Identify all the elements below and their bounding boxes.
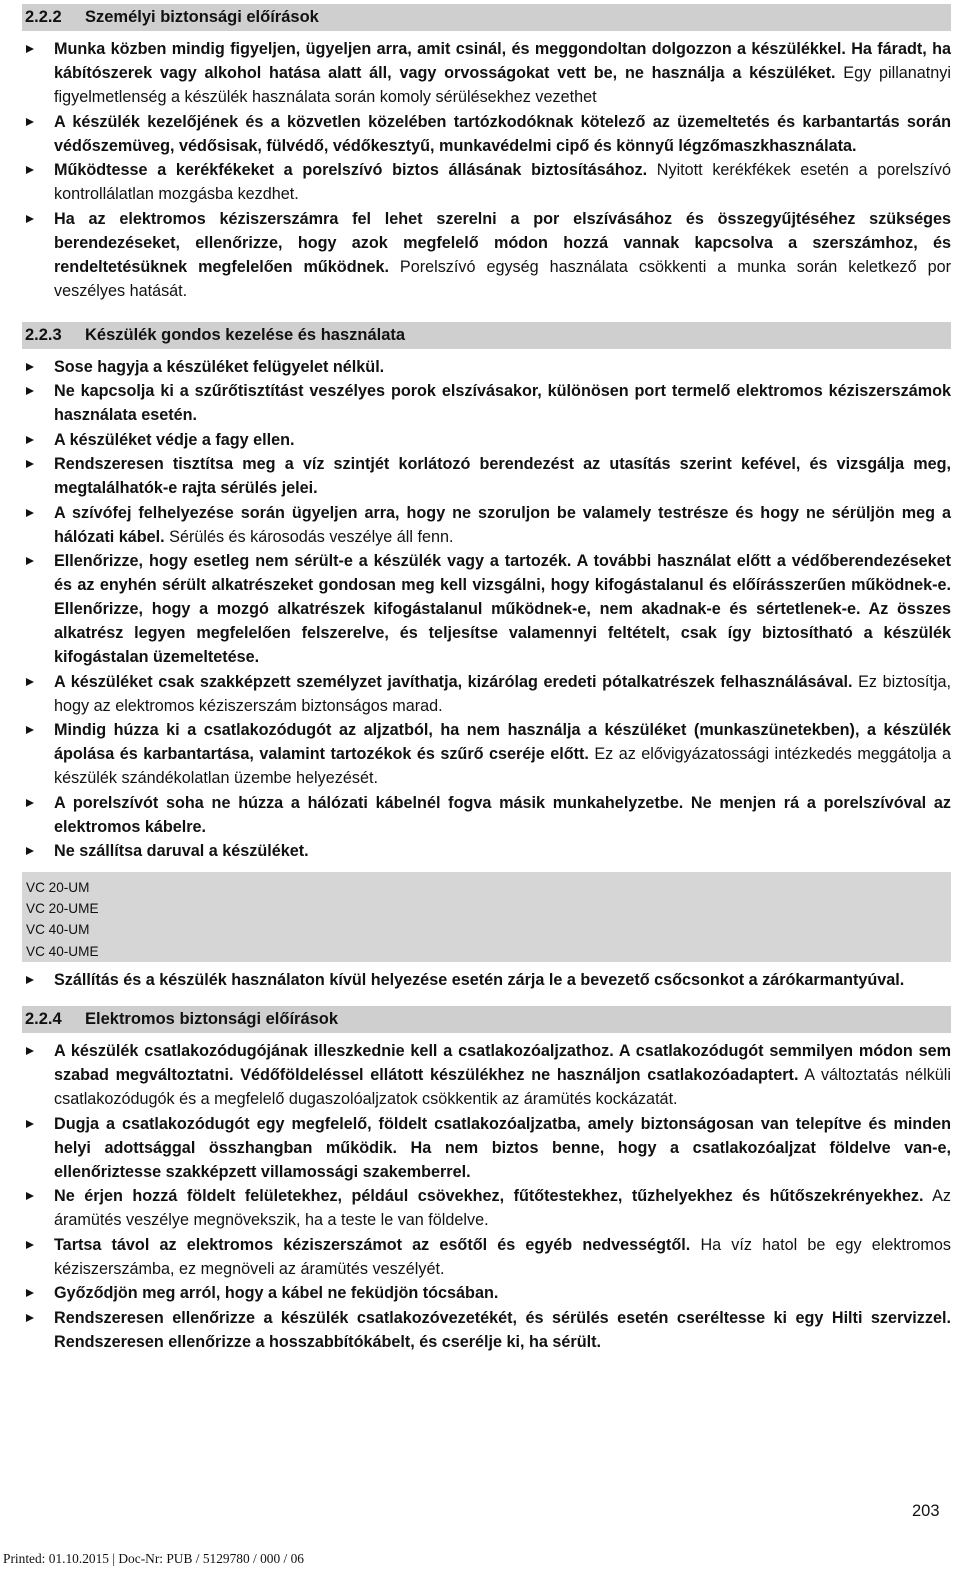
section-number: 2.2.4 xyxy=(25,1010,62,1028)
list-item xyxy=(22,452,951,500)
bullet-triangle-icon xyxy=(26,363,34,371)
instruction-bold: Munka közben mindig figyeljen, ügyeljen arra, amit csinál, és meggondoltan dolgozzon a készülékkel. Ha fáradt, ha kábítószerek vagy alkohol hatása alatt áll, vagy orvosságokat vett be, ne használja a készüléket. xyxy=(54,40,951,82)
model-label: VC 20-UM xyxy=(26,880,90,895)
list-item xyxy=(22,110,951,158)
section-personal-safety xyxy=(22,4,951,303)
bullet-triangle-icon xyxy=(26,678,34,686)
instruction-bold: Ha az elektromos kéziszerszámra fel lehet szerelni a por elszívásához és összegyűjtéséhez szükséges berendezéseket, ellenőrizze, hogy azok megfelelő módon hozzá vannak kapcsolva a szerszámhoz, és rendeltetésüknek megfelelően működnek. xyxy=(54,209,951,276)
bullet-triangle-icon xyxy=(26,436,34,444)
instruction-bold: Rendszeresen ellenőrizze a készülék csatlakozóvezetékét, és sérülés esetén cseréltesse ki egy Hilti szervizzel. Rendszeresen ellenőrizze a hosszabbítókábelt, és cserélje ki, ha sérült. xyxy=(54,1308,951,1351)
instruction-bold: Ne érjen hozzá földelt felületekhez, például csövekhez, fűtőtestekhez, tűzhelyekhez és hűtőszekrényekhez. xyxy=(54,1187,924,1205)
instruction-bold: A készülék kezelőjének és a közvetlen közelében tartózkodóknak kötelező az üzemeltetés és karbantartás során védőszemüveg, védősisak, fülvédő, védőkesztyű, munkavédelmi cipő és könnyű légzőmaszkhasználata. xyxy=(54,112,951,155)
instruction-bold: Mindig húzza ki a csatlakozódugót az aljzatból, ha nem használja a készüléket (munkaszünetekben), a készülék ápolása és karbantartása, valamint tartozékok és szűrő cseréje előtt. xyxy=(54,721,951,763)
instruction-text: Az áramütés veszélye megnövekszik, ha a teste le van földelve. xyxy=(54,1187,951,1229)
list-item xyxy=(22,1112,951,1184)
section-heading xyxy=(22,1006,951,1033)
bullet-triangle-icon xyxy=(26,557,34,565)
instruction-bold: A szívófej felhelyezése során ügyeljen arra, hogy ne szoruljon be valamely testrésze és hogy ne sérüljön meg a hálózati kábel. xyxy=(54,503,951,546)
list-item xyxy=(22,1306,951,1354)
instruction-bold: A készüléket csak szakképzett személyzet javíthatja, kizárólag eredeti pótalkatrészek felhasználásával. xyxy=(54,672,853,691)
section-number: 2.2.2 xyxy=(25,8,62,26)
model-applicability-box xyxy=(22,872,951,962)
list-item xyxy=(22,37,951,109)
list-item xyxy=(22,1184,951,1232)
list-item xyxy=(22,1281,951,1305)
bullet-triangle-icon xyxy=(26,847,34,855)
bullet-triangle-icon xyxy=(26,387,34,395)
instruction-text: Sérülés és károsodás veszélye áll fenn. xyxy=(164,527,454,546)
section-title: Elektromos biztonsági előírások xyxy=(85,1010,339,1028)
list-item xyxy=(22,1233,951,1281)
bullet-list xyxy=(22,37,951,303)
bullet-triangle-icon xyxy=(26,460,34,468)
instruction-bold: Működtesse a kerékfékeket a porelszívó biztos állásának biztosításához. xyxy=(54,161,648,179)
section-heading xyxy=(22,4,951,31)
section-number: 2.2.3 xyxy=(25,325,62,344)
instruction-text: Nyitott kerékfékek esetén a porelszívó kontrollálatlan mozgásba kezdhet. xyxy=(54,161,951,203)
bullet-triangle-icon xyxy=(26,726,34,734)
manual-page xyxy=(22,4,951,1354)
instruction-bold: Sose hagyja a készüléket felügyelet nélkül. xyxy=(54,357,385,376)
bullet-list xyxy=(22,355,951,864)
page-number: 203 xyxy=(912,1502,940,1520)
instruction-bold: Tartsa távol az elektromos kéziszerszámot az esőtől és egyéb nedvességtől. xyxy=(54,1235,691,1254)
section-electrical-safety xyxy=(22,1006,951,1354)
instruction-bold: Ellenőrizze, hogy esetleg nem sérült-e a készülék vagy a tartozék. A további használat előtt a védőberendezéseket és az enyhén sérült alkatrészeket gondosan meg kell vizsgálni, hogy kifogástalanul és előírásszerűen működnek-e. Ellenőrizze, hogy a mozgó alkatrészek kifogástalanul működnek-e, nem akadnak-e és sértetlenek-e. Az összes alkatrész legyen megfelelően felszerelve, és teljesítse valamennyi feltételt, csak így biztosítható a készülék kifogástalan üzemeltetése. xyxy=(54,552,951,666)
bullet-triangle-icon xyxy=(26,1289,34,1297)
bullet-triangle-icon xyxy=(26,215,34,223)
section-title: Készülék gondos kezelése és használata xyxy=(85,325,406,344)
bullet-triangle-icon xyxy=(26,1241,34,1249)
instruction-bold: Ne kapcsolja ki a szűrőtisztítást veszélyes porok elszívásakor, különösen port termelő elektromos kéziszerszámok használata esetén. xyxy=(54,382,951,424)
bullet-triangle-icon xyxy=(26,45,34,53)
instruction-bold: Rendszeresen tisztítsa meg a víz szintjét korlátozó berendezést az utasítás szerint kefével, és vizsgálja meg, megtalálhatók-e rajta sérülés jelei. xyxy=(54,455,951,497)
instruction-bold: Győződjön meg arról, hogy a kábel ne feküdjön tócsában. xyxy=(54,1284,499,1302)
section-device-handling xyxy=(22,322,951,864)
bullet-triangle-icon xyxy=(26,1192,34,1200)
instruction-text: Ez az elővigyázatossági intézkedés meggátolja a készülék szándékolatlan üzembe helyezését. xyxy=(54,745,951,787)
list-item xyxy=(22,718,951,790)
list-item xyxy=(22,549,951,669)
list-item xyxy=(22,1039,951,1111)
instruction-bold: Szállítás és a készülék használaton kívül helyezése esetén zárja le a bevezető csőcsonkot a zárókarmantyúval. xyxy=(54,971,905,989)
bullet-triangle-icon xyxy=(26,1047,34,1055)
bullet-triangle-icon xyxy=(26,166,34,174)
list-item xyxy=(22,207,951,303)
instruction-bold: Dugja a csatlakozódugót egy megfelelő, földelt csatlakozóaljzatba, amely biztonságosan van telepítve és minden helyi adottsággal összhangban működik. Ha nem biztos benne, hogy a csatlakozóaljzat földelve van-e, ellenőriztesse szakképzett villamossági szakemberrel. xyxy=(54,1114,951,1181)
list-item xyxy=(22,968,951,992)
list-item xyxy=(22,355,951,379)
bullet-triangle-icon xyxy=(26,509,34,517)
list-item xyxy=(22,839,951,863)
section-heading xyxy=(22,322,951,349)
list-item xyxy=(22,670,951,718)
instruction-text: A változtatás nélküli csatlakozódugók és a megfelelő dugaszolóaljzatok csökkentik az áramütés kockázatát. xyxy=(54,1066,951,1108)
list-item xyxy=(22,428,951,452)
print-footer: Printed: 01.10.2015 | Doc-Nr: PUB / 5129780 / 000 / 06 xyxy=(3,1551,304,1566)
section-title: Személyi biztonsági előírások xyxy=(85,8,319,26)
list-item xyxy=(22,158,951,206)
model-label: VC 40-UME xyxy=(26,943,99,959)
bullet-triangle-icon xyxy=(26,799,34,807)
bullet-triangle-icon xyxy=(26,1120,34,1128)
instruction-bold: Ne szállítsa daruval a készüléket. xyxy=(54,842,309,860)
model-label: VC 20-UME xyxy=(26,901,99,917)
instruction-text: Porelszívó egység használata csökkenti a munka során keletkező por veszélyes hatását. xyxy=(54,257,951,300)
list-item xyxy=(22,791,951,839)
instruction-bold: A porelszívót soha ne húzza a hálózati kábelnél fogva másik munkahelyzetbe. Ne menjen rá a porelszívóval az elektromos kábelre. xyxy=(54,793,951,836)
bullet-triangle-icon xyxy=(26,976,34,984)
instruction-text: Ez biztosítja, hogy az elektromos kéziszerszám biztonságos marad. xyxy=(54,672,952,715)
bullet-triangle-icon xyxy=(26,118,34,126)
list-item xyxy=(22,501,951,549)
model-bullet-list xyxy=(22,968,951,992)
instruction-bold: A készülék csatlakozódugójának illeszkednie kell a csatlakozóaljzathoz. A csatlakozódugót semmilyen módon sem szabad megváltoztatni. Védőföldeléssel ellátott készülékhez ne használjon csatlakozóadaptert. xyxy=(54,1042,951,1084)
list-item xyxy=(22,379,951,427)
instruction-text: Egy pillanatnyi figyelmetlenség a készülék használata során komoly sérülésekhez vezethet xyxy=(54,64,951,106)
instruction-text: Ha víz hatol be egy elektromos kéziszerszámba, ez megnöveli az áramütés veszélyét. xyxy=(54,1235,951,1278)
instruction-bold: A készüléket védje a fagy ellen. xyxy=(54,430,295,449)
bullet-list xyxy=(22,1039,951,1354)
bullet-triangle-icon xyxy=(26,1314,34,1322)
model-label: VC 40-UM xyxy=(26,922,90,938)
